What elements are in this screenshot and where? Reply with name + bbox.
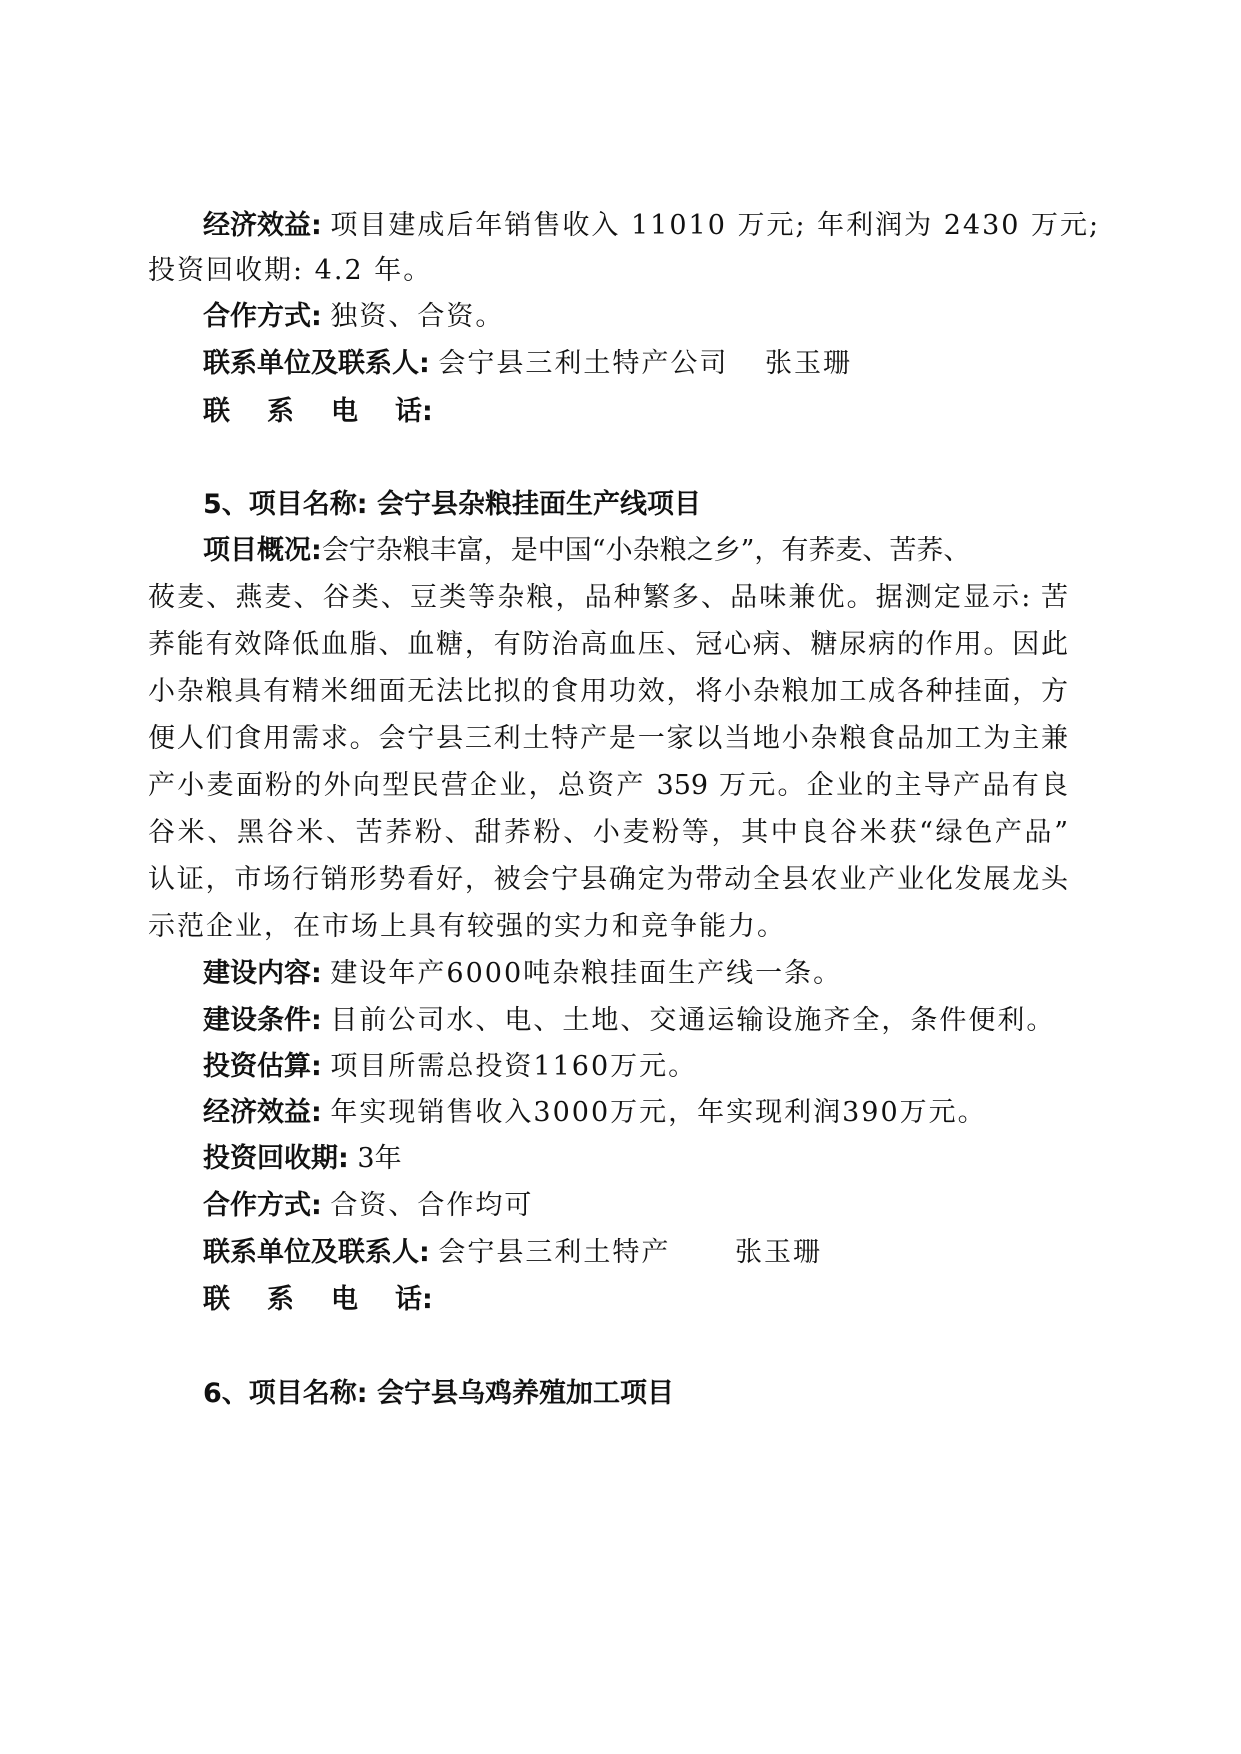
project-5-title: 5、项目名称: 会宁县杂粮挂面生产线项目 — [203, 489, 701, 520]
overview-line-6: 产小麦面粉的外向型民营企业，总资产 359 万元。企业的主导产品有良 — [148, 770, 1068, 801]
contact-line — [203, 346, 852, 382]
overview-line-1 — [203, 533, 971, 569]
phone-label: 联 系 电 话: — [203, 396, 433, 427]
overview-line-7: 谷米、黑谷米、苦荞粉、甜荞粉、小麦粉等，其中良谷米获“绿色产品” — [148, 817, 1068, 848]
phone5-label: 联 系 电 话: — [203, 1284, 433, 1315]
coop-value: 独资、合资。 — [330, 301, 505, 332]
overview-label: 项目概况: — [203, 535, 322, 566]
overview-line-2: 莜麦、燕麦、谷类、豆类等杂粮，品种繁多、品味兼优。据测定显示: 苦 — [148, 582, 1068, 613]
build-cond-line — [203, 1003, 1055, 1039]
build-content-value: 建设年产6000吨杂粮挂面生产线一条。 — [330, 958, 843, 989]
build-content-line — [203, 956, 842, 992]
overview-line-9: 示范企业，在市场上具有较强的实力和竞争能力。 — [148, 911, 786, 942]
contact5-label: 联系单位及联系人: — [203, 1237, 430, 1268]
coop-line — [203, 299, 504, 335]
econ-line — [203, 1095, 987, 1131]
econ-benefit-line — [203, 208, 1100, 244]
build-content-label: 建设内容: — [203, 958, 322, 989]
payback-label: 投资回收期: — [203, 1143, 349, 1174]
contact-label: 联系单位及联系人: — [203, 348, 430, 379]
contact-org: 会宁县三利土特产公司 — [438, 348, 729, 379]
coop5-label: 合作方式: — [203, 1190, 322, 1221]
build-cond-label: 建设条件: — [203, 1005, 322, 1036]
econ-benefit-label: 经济效益: — [203, 210, 322, 241]
contact5-org: 会宁县三利土特产 — [438, 1237, 671, 1268]
overview-text-1: 会宁杂粮丰富，是中国“小杂粮之乡”，有荞麦、苦荞、 — [321, 535, 971, 566]
overview-line-3: 荞能有效降低血脂、血糖，有防治高血压、冠心病、糖尿病的作用。因此 — [148, 629, 1068, 660]
payback-line: 投资回收期: 4.2 年。 — [148, 255, 433, 286]
overview-line-5: 便人们食用需求。会宁县三利土特产是一家以当地小杂粮食品加工为主兼 — [148, 723, 1068, 754]
invest-value: 项目所需总投资1160万元。 — [330, 1051, 698, 1082]
coop5-value: 合资、合作均可 — [330, 1190, 534, 1221]
invest-line — [203, 1049, 697, 1085]
coop5-line — [203, 1188, 533, 1224]
payback5-line — [203, 1141, 402, 1177]
contact5-line — [203, 1235, 822, 1271]
overview-line-8: 认证，市场行销形势看好，被会宁县确定为带动全县农业产业化发展龙头 — [148, 864, 1068, 895]
econ-value: 年实现销售收入3000万元，年实现利润390万元。 — [330, 1097, 987, 1128]
overview-line-4: 小杂粮具有精米细面无法比拟的食用功效，将小杂粮加工成各种挂面，方 — [148, 676, 1068, 707]
coop-label: 合作方式: — [203, 301, 322, 332]
payback-value: 3年 — [357, 1143, 402, 1174]
econ-benefit-text: 项目建成后年销售收入 11010 万元; 年利润为 2430 万元; — [330, 210, 1101, 241]
contact5-person: 张玉珊 — [735, 1237, 822, 1268]
econ-label: 经济效益: — [203, 1097, 322, 1128]
project-6-title: 6、项目名称: 会宁县乌鸡养殖加工项目 — [203, 1378, 674, 1409]
invest-label: 投资估算: — [203, 1051, 322, 1082]
build-cond-value: 目前公司水、电、土地、交通运输设施齐全，条件便利。 — [330, 1005, 1056, 1036]
contact-person: 张玉珊 — [765, 348, 852, 379]
